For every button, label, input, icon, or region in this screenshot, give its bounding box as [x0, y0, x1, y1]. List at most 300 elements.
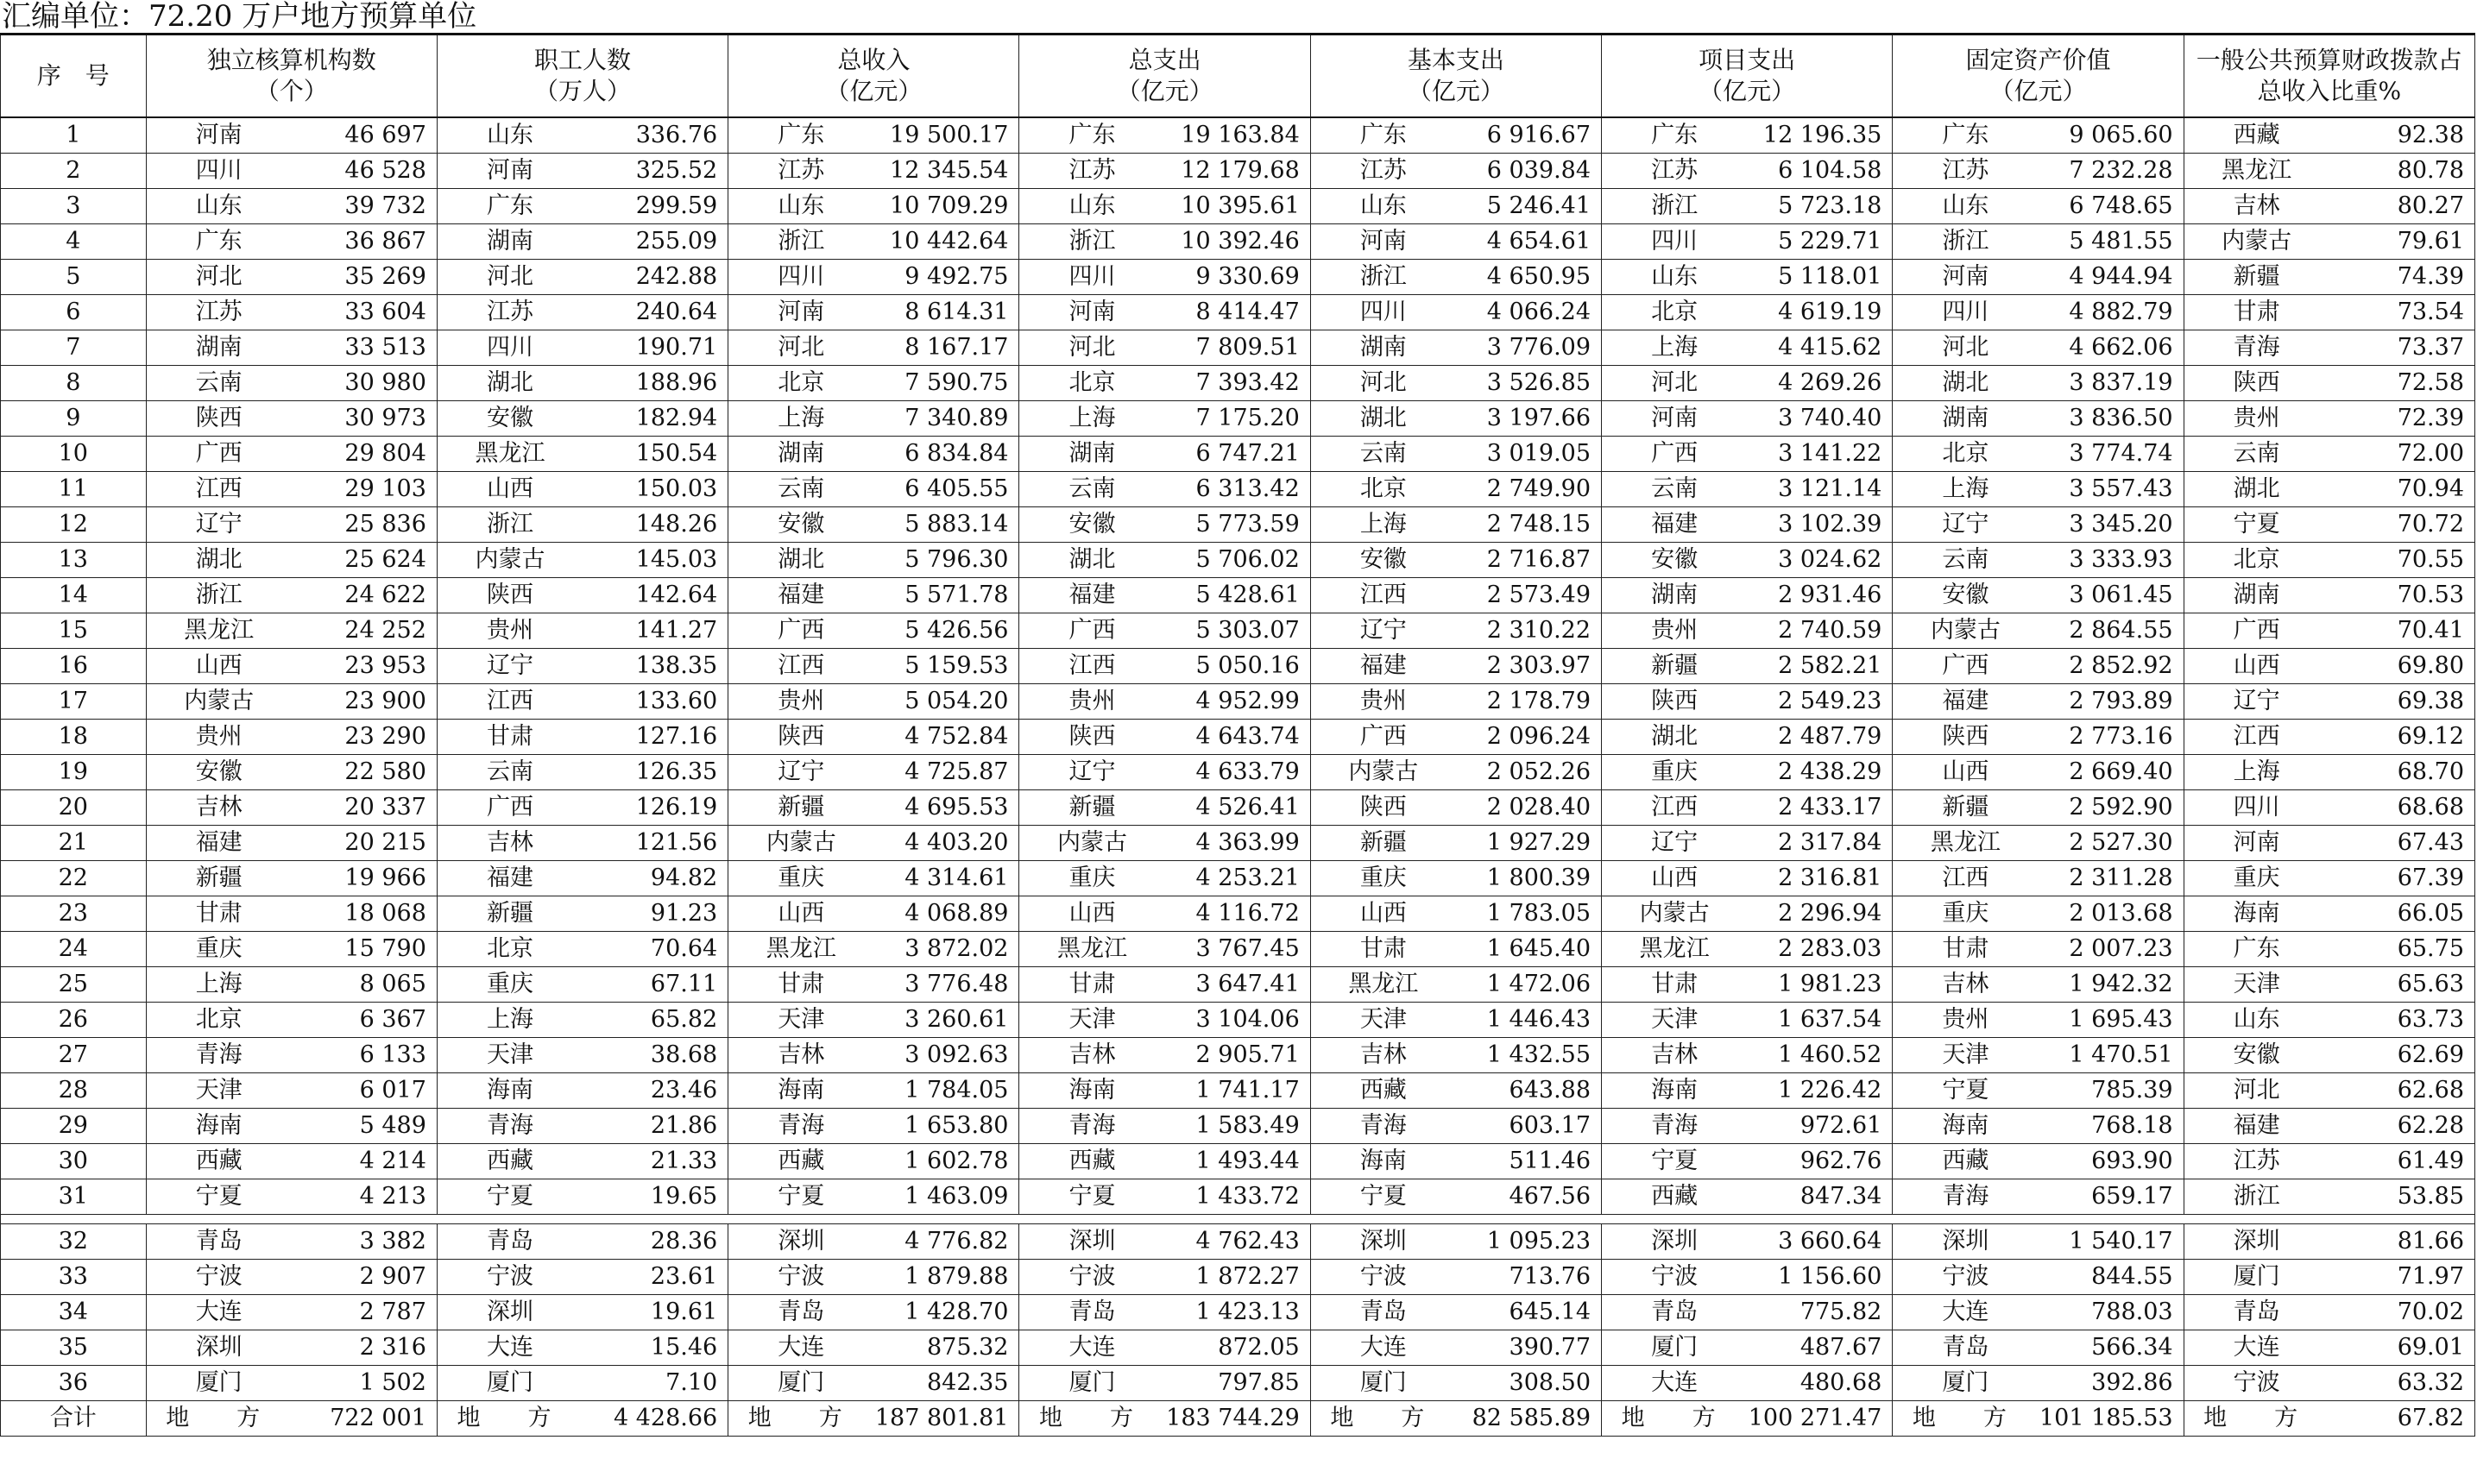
region-name: 江西 [437, 684, 583, 720]
table-row [1, 1073, 2475, 1109]
region-name: 山东 [1893, 189, 2039, 224]
region-name: 深圳 [1310, 1224, 1456, 1260]
region-name: 青海 [1019, 1109, 1165, 1144]
value-cell: 2 096.24 [1456, 720, 1602, 755]
value-cell: 150.03 [583, 472, 728, 507]
table-row [1, 932, 2475, 967]
value-cell: 62.68 [2329, 1073, 2475, 1109]
value-cell: 4 725.87 [873, 755, 1019, 790]
value-cell: 8 414.47 [1165, 295, 1311, 330]
total-row [1, 1401, 2475, 1437]
value-cell: 9 065.60 [2038, 117, 2184, 154]
value-cell: 70.55 [2329, 543, 2475, 578]
table-row [1, 401, 2475, 437]
region-name: 湖南 [1893, 401, 2039, 437]
region-name: 海南 [2184, 896, 2329, 932]
region-name: 山西 [1893, 755, 2039, 790]
table-row [1, 755, 2475, 790]
value-cell: 9 492.75 [873, 260, 1019, 295]
value-cell: 21.86 [583, 1109, 728, 1144]
row-number: 1 [1, 117, 147, 154]
region-name: 江西 [2184, 720, 2329, 755]
region-name: 安徽 [1019, 507, 1165, 543]
value-cell: 4 643.74 [1165, 720, 1311, 755]
region-name: 宁波 [728, 1260, 874, 1295]
region-name: 贵州 [728, 684, 874, 720]
value-cell: 5 159.53 [873, 649, 1019, 684]
region-name: 吉林 [437, 826, 583, 861]
value-cell: 5 723.18 [1747, 189, 1893, 224]
value-cell: 1 872.27 [1165, 1260, 1311, 1295]
region-name: 宁波 [437, 1260, 583, 1295]
row-number: 28 [1, 1073, 147, 1109]
region-name: 湖北 [1019, 543, 1165, 578]
value-cell: 24 622 [292, 578, 438, 613]
row-number: 4 [1, 224, 147, 260]
value-cell: 3 197.66 [1456, 401, 1602, 437]
region-name: 四川 [1602, 224, 1748, 260]
value-cell: 8 167.17 [873, 330, 1019, 366]
region-name: 安徽 [1602, 543, 1748, 578]
value-cell: 1 428.70 [873, 1295, 1019, 1330]
value-cell: 4 654.61 [1456, 224, 1602, 260]
value-cell: 1 226.42 [1747, 1073, 1893, 1109]
region-name: 河北 [437, 260, 583, 295]
region-name: 甘肃 [1019, 967, 1165, 1003]
region-name: 安徽 [728, 507, 874, 543]
region-name: 安徽 [2184, 1038, 2329, 1073]
region-name: 上海 [1310, 507, 1456, 543]
region-name: 深圳 [1602, 1224, 1748, 1260]
row-number: 8 [1, 366, 147, 401]
region-name: 福建 [1310, 649, 1456, 684]
value-cell: 785.39 [2038, 1073, 2184, 1109]
region-name: 江苏 [146, 295, 292, 330]
region-name: 甘肃 [1893, 932, 2039, 967]
region-name: 海南 [437, 1073, 583, 1109]
value-cell: 63.73 [2329, 1003, 2475, 1038]
region-name: 深圳 [1893, 1224, 2039, 1260]
region-name: 广西 [146, 437, 292, 472]
region-name: 四川 [437, 330, 583, 366]
value-cell: 2 296.94 [1747, 896, 1893, 932]
value-cell: 788.03 [2038, 1295, 2184, 1330]
value-cell: 80.27 [2329, 189, 2475, 224]
header-cell [2184, 35, 2474, 118]
value-cell: 2 316 [292, 1330, 438, 1366]
row-number: 16 [1, 649, 147, 684]
region-name: 内蒙古 [1019, 826, 1165, 861]
region-name: 云南 [146, 366, 292, 401]
region-name: 辽宁 [2184, 684, 2329, 720]
region-name: 宁波 [1310, 1260, 1456, 1295]
value-cell: 46 697 [292, 117, 438, 154]
region-name: 陕西 [1310, 790, 1456, 826]
value-cell: 3 333.93 [2038, 543, 2184, 578]
value-cell: 3 776.09 [1456, 330, 1602, 366]
value-cell: 3 557.43 [2038, 472, 2184, 507]
region-name: 河北 [2184, 1073, 2329, 1109]
value-cell: 63.32 [2329, 1366, 2475, 1401]
value-cell: 19.65 [583, 1179, 728, 1215]
row-number: 25 [1, 967, 147, 1003]
table-row [1, 1260, 2475, 1295]
region-name: 内蒙古 [1310, 755, 1456, 790]
region-name: 重庆 [1602, 755, 1748, 790]
region-name: 青海 [2184, 330, 2329, 366]
value-cell: 972.61 [1747, 1109, 1893, 1144]
value-cell: 7 175.20 [1165, 401, 1311, 437]
table-row [1, 649, 2475, 684]
table-row [1, 861, 2475, 896]
region-name: 新疆 [728, 790, 874, 826]
region-name: 贵州 [146, 720, 292, 755]
value-cell: 6 916.67 [1456, 117, 1602, 154]
value-cell: 2 438.29 [1747, 755, 1893, 790]
value-cell: 53.85 [2329, 1179, 2475, 1215]
header-line: 一般公共预算财政拨款占 [2196, 46, 2462, 74]
value-cell: 392.86 [2038, 1366, 2184, 1401]
table-row [1, 1366, 2475, 1401]
value-cell: 4 415.62 [1747, 330, 1893, 366]
value-cell: 15.46 [583, 1330, 728, 1366]
header-line: 总支出 [1128, 46, 1201, 74]
value-cell: 188.96 [583, 366, 728, 401]
region-name: 青岛 [1310, 1295, 1456, 1330]
region-name: 宁夏 [1893, 1073, 2039, 1109]
region-name: 吉林 [1310, 1038, 1456, 1073]
value-cell: 2 527.30 [2038, 826, 2184, 861]
value-cell: 844.55 [2038, 1260, 2184, 1295]
value-cell: 81.66 [2329, 1224, 2475, 1260]
value-cell: 255.09 [583, 224, 728, 260]
value-cell: 92.38 [2329, 117, 2475, 154]
region-name: 河北 [1310, 366, 1456, 401]
region-name: 河南 [437, 154, 583, 189]
row-number: 30 [1, 1144, 147, 1179]
value-cell: 1 446.43 [1456, 1003, 1602, 1038]
region-name: 天津 [728, 1003, 874, 1038]
table-row [1, 295, 2475, 330]
value-cell: 7 393.42 [1165, 366, 1311, 401]
region-name: 宁夏 [146, 1179, 292, 1215]
row-number: 13 [1, 543, 147, 578]
value-cell: 5 428.61 [1165, 578, 1311, 613]
value-cell: 3 836.50 [2038, 401, 2184, 437]
value-cell: 7 590.75 [873, 366, 1019, 401]
value-cell: 4 214 [292, 1144, 438, 1179]
table-row [1, 260, 2475, 295]
region-name: 天津 [1310, 1003, 1456, 1038]
region-name: 内蒙古 [1602, 896, 1748, 932]
region-name: 青岛 [1893, 1330, 2039, 1366]
value-cell: 10 709.29 [873, 189, 1019, 224]
region-name: 湖南 [437, 224, 583, 260]
region-name: 河北 [1019, 330, 1165, 366]
region-name: 广东 [1602, 117, 1748, 154]
value-cell: 33 604 [292, 295, 438, 330]
row-number: 2 [1, 154, 147, 189]
value-cell: 70.94 [2329, 472, 2475, 507]
region-name: 黑龙江 [1602, 932, 1748, 967]
region-name: 江西 [1310, 578, 1456, 613]
region-name: 西藏 [728, 1144, 874, 1179]
value-cell: 23 953 [292, 649, 438, 684]
region-name: 福建 [1019, 578, 1165, 613]
table-row [1, 366, 2475, 401]
region-name: 辽宁 [728, 755, 874, 790]
value-cell: 4 776.82 [873, 1224, 1019, 1260]
value-cell: 2 716.87 [1456, 543, 1602, 578]
value-cell: 1 653.80 [873, 1109, 1019, 1144]
region-name: 西藏 [2184, 117, 2329, 154]
value-cell: 65.82 [583, 1003, 728, 1038]
region-name: 福建 [2184, 1109, 2329, 1144]
value-cell: 70.53 [2329, 578, 2475, 613]
value-cell: 82 585.89 [1456, 1401, 1602, 1437]
value-cell: 2 864.55 [2038, 613, 2184, 649]
value-cell: 138.35 [583, 649, 728, 684]
region-name: 湖北 [437, 366, 583, 401]
value-cell: 1 463.09 [873, 1179, 1019, 1215]
region-name: 内蒙古 [437, 543, 583, 578]
value-cell: 3 121.14 [1747, 472, 1893, 507]
region-name: 广东 [437, 189, 583, 224]
value-cell: 2 303.97 [1456, 649, 1602, 684]
region-name: 江苏 [437, 295, 583, 330]
value-cell: 1 095.23 [1456, 1224, 1602, 1260]
region-name: 福建 [146, 826, 292, 861]
region-name: 吉林 [1019, 1038, 1165, 1073]
region-name: 青岛 [1602, 1295, 1748, 1330]
value-cell: 4 403.20 [873, 826, 1019, 861]
value-cell: 91.23 [583, 896, 728, 932]
value-cell: 1 432.55 [1456, 1038, 1602, 1073]
region-name: 内蒙古 [146, 684, 292, 720]
value-cell: 19 500.17 [873, 117, 1019, 154]
value-cell: 70.02 [2329, 1295, 2475, 1330]
table-row [1, 684, 2475, 720]
value-cell: 3 019.05 [1456, 437, 1602, 472]
value-cell: 1 423.13 [1165, 1295, 1311, 1330]
value-cell: 875.32 [873, 1330, 1019, 1366]
table-row [1, 967, 2475, 1003]
region-name: 西藏 [1310, 1073, 1456, 1109]
value-cell: 67.82 [2329, 1401, 2475, 1437]
value-cell: 4 695.53 [873, 790, 1019, 826]
region-name: 山西 [1602, 861, 1748, 896]
value-cell: 71.97 [2329, 1260, 2475, 1295]
region-name: 湖北 [2184, 472, 2329, 507]
region-name: 吉林 [2184, 189, 2329, 224]
region-name: 宁夏 [2184, 507, 2329, 543]
region-name: 广东 [146, 224, 292, 260]
value-cell: 141.27 [583, 613, 728, 649]
region-name: 江苏 [1310, 154, 1456, 189]
region-name: 青岛 [437, 1224, 583, 1260]
region-name: 海南 [1602, 1073, 1748, 1109]
header-row [1, 35, 2475, 118]
region-name: 江苏 [1893, 154, 2039, 189]
value-cell: 2 931.46 [1747, 578, 1893, 613]
value-cell: 69.12 [2329, 720, 2475, 755]
region-name: 陕西 [2184, 366, 2329, 401]
region-name: 江苏 [1602, 154, 1748, 189]
value-cell: 3 740.40 [1747, 401, 1893, 437]
value-cell: 7 340.89 [873, 401, 1019, 437]
value-cell: 5 054.20 [873, 684, 1019, 720]
region-name: 厦门 [1893, 1366, 2039, 1401]
region-name: 广东 [2184, 932, 2329, 967]
value-cell: 39 732 [292, 189, 438, 224]
table-row [1, 507, 2475, 543]
value-cell: 10 395.61 [1165, 189, 1311, 224]
value-cell: 70.41 [2329, 613, 2475, 649]
value-cell: 2 907 [292, 1260, 438, 1295]
region-name: 四川 [2184, 790, 2329, 826]
region-name: 天津 [1602, 1003, 1748, 1038]
region-name: 新疆 [437, 896, 583, 932]
value-cell: 3 776.48 [873, 967, 1019, 1003]
row-number: 6 [1, 295, 147, 330]
region-name: 安徽 [1893, 578, 2039, 613]
header-cell [146, 35, 437, 118]
region-name: 重庆 [728, 861, 874, 896]
region-name: 天津 [2184, 967, 2329, 1003]
row-number: 15 [1, 613, 147, 649]
region-name: 山东 [437, 117, 583, 154]
region-name: 海南 [728, 1073, 874, 1109]
value-cell: 3 647.41 [1165, 967, 1311, 1003]
value-cell: 183 744.29 [1165, 1401, 1311, 1437]
value-cell: 4 269.26 [1747, 366, 1893, 401]
region-name: 山东 [1019, 189, 1165, 224]
region-name: 内蒙古 [2184, 224, 2329, 260]
region-name: 山东 [1602, 260, 1748, 295]
value-cell: 2 487.79 [1747, 720, 1893, 755]
value-cell: 962.76 [1747, 1144, 1893, 1179]
region-name: 云南 [1019, 472, 1165, 507]
region-name: 云南 [2184, 437, 2329, 472]
value-cell: 2 773.16 [2038, 720, 2184, 755]
region-name: 大连 [2184, 1330, 2329, 1366]
value-cell: 299.59 [583, 189, 728, 224]
value-cell: 1 981.23 [1747, 967, 1893, 1003]
value-cell: 145.03 [583, 543, 728, 578]
region-name: 北京 [1893, 437, 2039, 472]
region-name: 上海 [728, 401, 874, 437]
value-cell: 5 050.16 [1165, 649, 1311, 684]
region-name: 浙江 [1019, 224, 1165, 260]
value-cell: 2 317.84 [1747, 826, 1893, 861]
region-name: 山东 [2184, 1003, 2329, 1038]
value-cell: 4 428.66 [583, 1401, 728, 1437]
region-name: 上海 [146, 967, 292, 1003]
row-number: 3 [1, 189, 147, 224]
value-cell: 21.33 [583, 1144, 728, 1179]
value-cell: 4 952.99 [1165, 684, 1311, 720]
value-cell: 142.64 [583, 578, 728, 613]
region-name: 重庆 [1019, 861, 1165, 896]
region-name: 贵州 [437, 613, 583, 649]
header-unit: （亿元） [1116, 77, 1213, 105]
region-name: 湖北 [1310, 401, 1456, 437]
value-cell: 1 433.72 [1165, 1179, 1311, 1215]
value-cell: 603.17 [1456, 1109, 1602, 1144]
region-name: 地 方 [437, 1401, 583, 1437]
value-cell: 842.35 [873, 1366, 1019, 1401]
value-cell: 2 749.90 [1456, 472, 1602, 507]
value-cell: 190.71 [583, 330, 728, 366]
table-row [1, 472, 2475, 507]
region-name: 广东 [1893, 117, 2039, 154]
value-cell: 4 068.89 [873, 896, 1019, 932]
row-number: 14 [1, 578, 147, 613]
value-cell: 336.76 [583, 117, 728, 154]
header-line: 固定资产价值 [1965, 46, 2111, 74]
value-cell: 1 800.39 [1456, 861, 1602, 896]
region-name: 海南 [1893, 1109, 2039, 1144]
table-row [1, 790, 2475, 826]
value-cell: 69.38 [2329, 684, 2475, 720]
value-cell: 1 493.44 [1165, 1144, 1311, 1179]
value-cell: 23 900 [292, 684, 438, 720]
table-row [1, 330, 2475, 366]
value-cell: 5 246.41 [1456, 189, 1602, 224]
value-cell: 182.94 [583, 401, 728, 437]
region-name: 北京 [1310, 472, 1456, 507]
region-name: 山东 [1310, 189, 1456, 224]
table-row [1, 189, 2475, 224]
region-name: 甘肃 [1310, 932, 1456, 967]
table-row [1, 1330, 2475, 1366]
row-number: 29 [1, 1109, 147, 1144]
value-cell: 69.01 [2329, 1330, 2475, 1366]
value-cell: 1 741.17 [1165, 1073, 1311, 1109]
region-name: 广西 [437, 790, 583, 826]
region-name: 浙江 [1602, 189, 1748, 224]
row-number: 31 [1, 1179, 147, 1215]
region-name: 海南 [1310, 1144, 1456, 1179]
header-cell [728, 35, 1019, 118]
table-row [1, 1109, 2475, 1144]
value-cell: 6 039.84 [1456, 154, 1602, 189]
value-cell: 325.52 [583, 154, 728, 189]
value-cell: 2 852.92 [2038, 649, 2184, 684]
region-name: 宁夏 [1310, 1179, 1456, 1215]
value-cell: 4 633.79 [1165, 755, 1311, 790]
table-row [1, 543, 2475, 578]
value-cell: 1 645.40 [1456, 932, 1602, 967]
region-name: 甘肃 [146, 896, 292, 932]
value-cell: 5 883.14 [873, 507, 1019, 543]
region-name: 河北 [728, 330, 874, 366]
region-name: 上海 [437, 1003, 583, 1038]
region-name: 新疆 [1019, 790, 1165, 826]
value-cell: 2 310.22 [1456, 613, 1602, 649]
value-cell: 3 837.19 [2038, 366, 2184, 401]
value-cell: 3 104.06 [1165, 1003, 1311, 1038]
region-name: 陕西 [1019, 720, 1165, 755]
value-cell: 8 614.31 [873, 295, 1019, 330]
row-number: 27 [1, 1038, 147, 1073]
region-name: 江苏 [2184, 1144, 2329, 1179]
value-cell: 4 882.79 [2038, 295, 2184, 330]
region-name: 北京 [437, 932, 583, 967]
region-name: 浙江 [2184, 1179, 2329, 1215]
value-cell: 67.11 [583, 967, 728, 1003]
value-cell: 72.39 [2329, 401, 2475, 437]
